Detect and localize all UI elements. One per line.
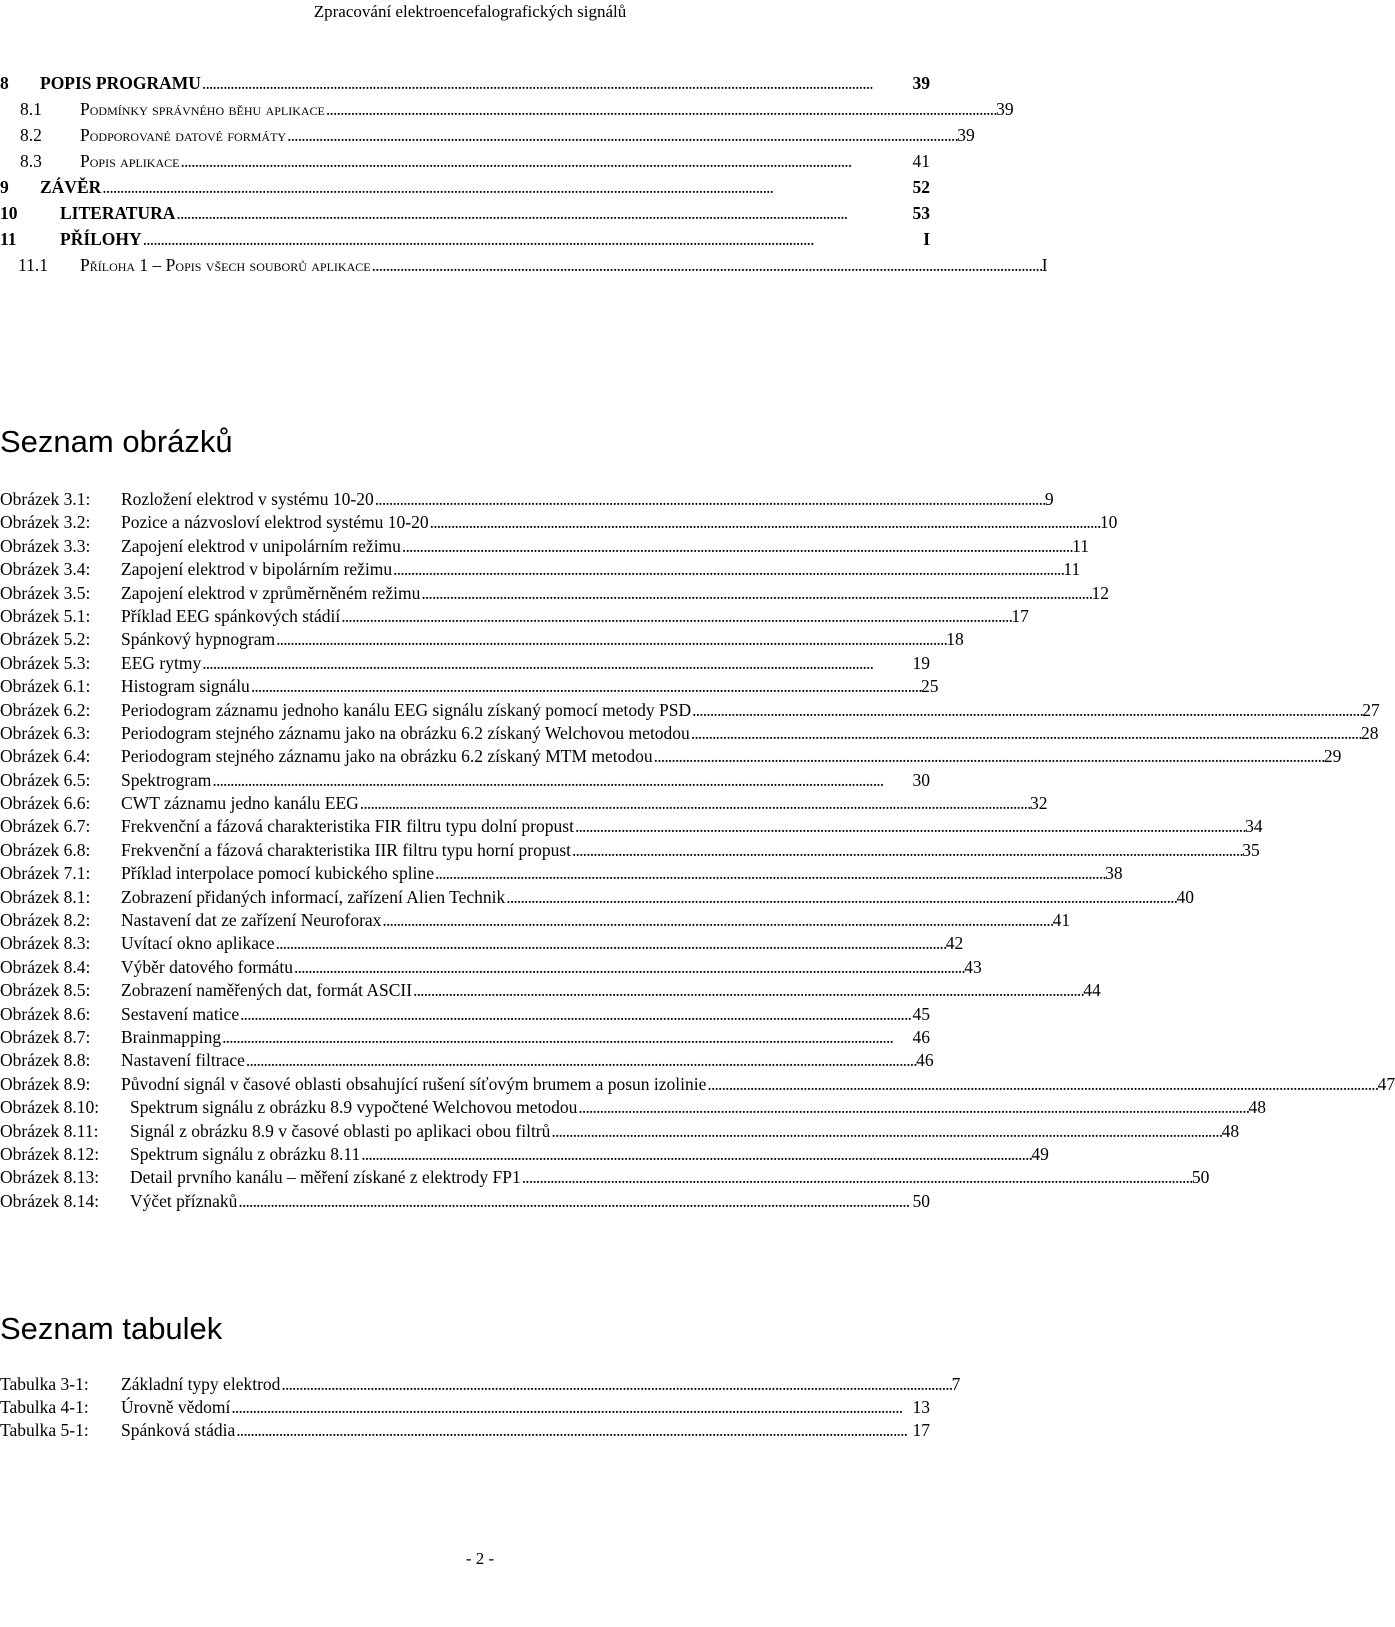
figure-entry[interactable] xyxy=(0,932,964,955)
figure-title: Frekvenční a fázová charakteristika FIR filtru typu dolní propust xyxy=(121,816,574,837)
page-number: - 2 - xyxy=(465,1549,495,1568)
dot-leader xyxy=(413,979,1082,1002)
figure-title: Spektrum signálu z obrázku 8.9 vypočtené Welchovou metodou xyxy=(130,1097,578,1118)
figure-label: Obrázek 6.3: xyxy=(0,722,91,743)
figure-label: Obrázek 8.4: xyxy=(0,956,91,977)
figure-title: Zapojení elektrod v bipolárním režimu xyxy=(121,559,393,580)
figure-entry[interactable] xyxy=(0,511,1118,534)
figure-entry[interactable] xyxy=(0,605,1029,628)
dot-leader xyxy=(326,96,995,122)
figure-entry[interactable] xyxy=(0,1166,1210,1189)
dot-leader xyxy=(341,605,1010,628)
toc-chapter[interactable] xyxy=(0,70,930,96)
dot-leader xyxy=(176,200,911,226)
dot-leader xyxy=(180,148,911,174)
contents-list xyxy=(0,70,1048,278)
dot-leader xyxy=(281,1373,950,1396)
dot-leader xyxy=(251,675,920,698)
page-ref: 12 xyxy=(1091,582,1110,603)
figure-label: Obrázek 6.1: xyxy=(0,676,91,697)
dot-leader xyxy=(202,652,911,675)
figure-entry[interactable] xyxy=(0,1049,934,1072)
figure-title: Periodogram stejného záznamu jako na obrázku 6.2 získaný MTM metodou xyxy=(121,746,653,767)
toc-title: Příloha 1 – Popis všech souborů aplikace xyxy=(80,255,371,275)
figure-entry[interactable] xyxy=(0,1190,930,1213)
table-entry[interactable] xyxy=(0,1373,961,1396)
figure-label: Obrázek 6.2: xyxy=(0,699,91,720)
dot-leader xyxy=(246,1049,915,1072)
toc-section[interactable] xyxy=(0,148,930,174)
toc-title: PŘÍLOHY xyxy=(60,229,142,249)
toc-number: 8 xyxy=(0,73,9,93)
figure-label: Obrázek 8.6: xyxy=(0,1003,91,1024)
page-ref: 10 xyxy=(1099,512,1118,533)
figure-label: Obrázek 6.5: xyxy=(0,769,91,790)
figure-title: Periodogram stejného záznamu jako na obrázku 6.2 získaný Welchovou metodou xyxy=(121,722,690,743)
dot-leader xyxy=(361,1143,1030,1166)
dot-leader xyxy=(654,745,1323,768)
page-ref: 46 xyxy=(916,1050,934,1071)
page-ref: 47 xyxy=(1377,1073,1395,1094)
dot-leader xyxy=(578,1096,1247,1119)
page-ref: 50 xyxy=(1191,1167,1210,1188)
figure-entry[interactable] xyxy=(0,815,1263,838)
figure-entry[interactable] xyxy=(0,699,1380,722)
dot-leader xyxy=(393,558,1062,581)
figure-entry[interactable] xyxy=(0,909,1071,932)
figure-title: Původní signál v časové oblasti obsahující rušení síťovým brumem a posun izolinie xyxy=(121,1073,707,1094)
figure-label: Obrázek 8.3: xyxy=(0,933,91,954)
dot-leader xyxy=(238,1190,911,1213)
figure-title: Výběr datového formátu xyxy=(121,956,294,977)
dot-leader xyxy=(430,511,1099,534)
figures-heading: Seznam obrázků xyxy=(0,424,233,459)
toc-number: 8.1 xyxy=(20,99,42,119)
page-ref: 32 xyxy=(1029,793,1048,814)
figure-label: Obrázek 8.5: xyxy=(0,980,91,1001)
figure-title: Zobrazení přidaných informací, zařízení Alien Technik xyxy=(121,886,506,907)
page-ref: 35 xyxy=(1242,839,1260,860)
page-ref: 41 xyxy=(912,151,930,171)
table-entry[interactable] xyxy=(0,1396,930,1419)
page-ref: 39 xyxy=(912,73,930,93)
dot-leader xyxy=(143,226,923,252)
figure-entry[interactable] xyxy=(0,558,1081,581)
page-ref: I xyxy=(923,229,930,249)
dot-leader xyxy=(276,628,945,651)
figure-title: Spánkový hypnogram xyxy=(121,629,276,650)
figure-label: Obrázek 6.7: xyxy=(0,816,91,837)
dot-leader xyxy=(212,769,911,792)
figure-entry[interactable] xyxy=(0,745,1342,768)
toc-section[interactable] xyxy=(0,96,1014,122)
figure-entry[interactable] xyxy=(0,1003,930,1026)
page-ref: I xyxy=(1041,255,1048,275)
dot-leader xyxy=(236,1419,911,1442)
table-label: Tabulka 5-1: xyxy=(0,1420,89,1440)
toc-chapter[interactable] xyxy=(0,174,930,200)
toc-title: ZÁVĚR xyxy=(40,177,102,197)
page-ref: 44 xyxy=(1083,980,1101,1001)
dot-leader xyxy=(372,252,1041,278)
figure-title: Zapojení elektrod v zprůměrněném režimu xyxy=(121,582,421,603)
figure-title: Pozice a názvosloví elektrod systému 10-20 xyxy=(121,512,429,533)
page-ref: 43 xyxy=(964,956,982,977)
figure-title: Uvítací okno aplikace xyxy=(121,933,275,954)
figure-entry[interactable] xyxy=(0,839,1260,862)
toc-title: Podmínky správného běhu aplikace xyxy=(80,99,325,119)
dot-leader xyxy=(294,956,963,979)
dot-leader xyxy=(287,122,956,148)
figure-title: Spektrogram xyxy=(121,769,212,790)
page-ref: 52 xyxy=(912,177,930,197)
page-ref: 46 xyxy=(912,1026,930,1047)
figure-title: Periodogram záznamu jednoho kanálu EEG signálu získaný pomocí metody PSD xyxy=(121,699,692,720)
dot-leader xyxy=(506,886,1175,909)
figure-title: Brainmapping xyxy=(121,1026,222,1047)
table-title: Základní typy elektrod xyxy=(121,1374,281,1394)
page-ref: 13 xyxy=(912,1397,930,1417)
figure-label: Obrázek 8.8: xyxy=(0,1050,91,1071)
figure-label: Obrázek 3.4: xyxy=(0,559,91,580)
page-ref: 53 xyxy=(912,203,930,223)
toc-chapter[interactable] xyxy=(0,226,930,252)
figure-label: Obrázek 7.1: xyxy=(0,863,91,884)
dot-leader xyxy=(102,174,911,200)
dot-leader xyxy=(575,815,1244,838)
page-ref: 28 xyxy=(1361,722,1379,743)
figure-label: Obrázek 8.14: xyxy=(0,1190,100,1211)
figure-label: Obrázek 8.1: xyxy=(0,886,91,907)
figure-label: Obrázek 5.3: xyxy=(0,652,91,673)
figure-entry[interactable] xyxy=(0,488,1054,511)
page-ref: 48 xyxy=(1248,1097,1267,1118)
figure-entry[interactable] xyxy=(0,1096,1267,1119)
dot-leader xyxy=(202,70,912,96)
figure-label: Obrázek 8.2: xyxy=(0,910,91,931)
dot-leader xyxy=(692,699,1361,722)
page-ref: 30 xyxy=(912,769,930,790)
figure-label: Obrázek 6.6: xyxy=(0,793,91,814)
toc-title: LITERATURA xyxy=(60,203,176,223)
dot-leader xyxy=(522,1166,1191,1189)
dot-leader xyxy=(231,1396,911,1419)
toc-title: Popis aplikace xyxy=(80,151,180,171)
figure-entry[interactable] xyxy=(0,628,964,651)
dot-leader xyxy=(222,1026,911,1049)
figure-label: Obrázek 5.1: xyxy=(0,605,91,626)
toc-title: POPIS PROGRAMU xyxy=(40,73,201,93)
figure-title: Signál z obrázku 8.9 v časové oblasti po aplikaci obou filtrů xyxy=(130,1120,551,1141)
figure-entry[interactable] xyxy=(0,582,1110,605)
figure-label: Obrázek 8.10: xyxy=(0,1097,100,1118)
page-ref: 34 xyxy=(1245,816,1263,837)
toc-number: 11 xyxy=(0,229,17,249)
dot-leader xyxy=(240,1003,911,1026)
figure-entry[interactable] xyxy=(0,675,939,698)
page-ref: 38 xyxy=(1105,863,1123,884)
table-label: Tabulka 4-1: xyxy=(0,1397,89,1417)
figure-label: Obrázek 5.2: xyxy=(0,629,91,650)
dot-leader xyxy=(707,1073,1376,1096)
page-ref: 27 xyxy=(1362,699,1380,720)
table-title: Úrovně vědomí xyxy=(121,1397,231,1417)
page-ref: 19 xyxy=(912,652,930,673)
figure-entry[interactable] xyxy=(0,979,1101,1002)
figure-title: Výčet příznaků xyxy=(130,1190,238,1211)
figure-entry[interactable] xyxy=(0,862,1123,885)
figure-title: CWT záznamu jedno kanálu EEG xyxy=(121,793,359,814)
page-ref: 48 xyxy=(1221,1120,1240,1141)
page-ref: 39 xyxy=(957,125,975,145)
page-ref: 42 xyxy=(945,933,964,954)
page-ref: 11 xyxy=(1072,535,1089,556)
figure-title: Příklad interpolace pomocí kubického spline xyxy=(121,863,434,884)
figure-title: Detail prvního kanálu – měření získané z elektrody FP1 xyxy=(130,1167,521,1188)
figure-title: Nastavení dat ze zařízení Neuroforax xyxy=(121,910,382,931)
tables-heading: Seznam tabulek xyxy=(0,1311,223,1346)
toc-section[interactable] xyxy=(0,252,1048,278)
figure-entry[interactable] xyxy=(0,1120,1240,1143)
tables-list xyxy=(0,1373,961,1442)
figure-label: Obrázek 8.9: xyxy=(0,1073,91,1094)
figure-title: Příklad EEG spánkových stádií xyxy=(121,605,341,626)
toc-chapter[interactable] xyxy=(0,200,930,226)
figure-entry[interactable] xyxy=(0,886,1194,909)
page-ref: 18 xyxy=(946,629,964,650)
figure-title: Sestavení matice xyxy=(121,1003,240,1024)
figure-title: Histogram signálu xyxy=(121,676,250,697)
toc-section[interactable] xyxy=(0,122,975,148)
page-ref: 45 xyxy=(912,1003,930,1024)
dot-leader xyxy=(276,932,945,955)
page-ref: 40 xyxy=(1176,886,1194,907)
figure-title: EEG rytmy xyxy=(121,652,202,673)
dot-leader xyxy=(375,488,1044,511)
page-ref: 7 xyxy=(951,1374,961,1394)
dot-leader xyxy=(382,909,1051,932)
figure-entry[interactable] xyxy=(0,1073,1395,1096)
dot-leader xyxy=(572,839,1241,862)
table-entry[interactable] xyxy=(0,1419,930,1442)
figure-label: Obrázek 3.1: xyxy=(0,489,91,509)
figure-label: Obrázek 8.13: xyxy=(0,1167,100,1188)
figure-entry[interactable] xyxy=(0,722,1379,745)
page-ref: 41 xyxy=(1052,910,1071,931)
figure-entry[interactable] xyxy=(0,769,930,792)
dot-leader xyxy=(360,792,1029,815)
running-header: Zpracování elektroencefalografických signálů xyxy=(313,2,627,21)
dot-leader xyxy=(691,722,1360,745)
page-ref: 49 xyxy=(1031,1143,1049,1164)
figure-title: Zapojení elektrod v unipolárním režimu xyxy=(121,535,401,556)
figure-entry[interactable] xyxy=(0,652,930,675)
toc-number: 9 xyxy=(0,177,9,197)
figure-entry[interactable] xyxy=(0,535,1089,558)
figure-entry[interactable] xyxy=(0,792,1048,815)
dot-leader xyxy=(402,535,1071,558)
figure-label: Obrázek 8.7: xyxy=(0,1026,91,1047)
figure-label: Obrázek 8.11: xyxy=(0,1120,99,1141)
figure-entry[interactable] xyxy=(0,956,982,979)
figure-label: Obrázek 3.5: xyxy=(0,582,91,603)
figure-label: Obrázek 3.2: xyxy=(0,512,91,533)
page-ref: 17 xyxy=(912,1420,930,1440)
toc-number: 10 xyxy=(0,203,18,223)
table-title: Spánková stádia xyxy=(121,1420,236,1440)
figure-entry[interactable] xyxy=(0,1143,1049,1166)
page-ref: 25 xyxy=(921,676,939,697)
table-label: Tabulka 3-1: xyxy=(0,1374,89,1394)
figure-entry[interactable] xyxy=(0,1026,930,1049)
figure-label: Obrázek 8.12: xyxy=(0,1143,100,1164)
toc-number: 8.3 xyxy=(20,151,42,171)
figure-title: Spektrum signálu z obrázku 8.11 xyxy=(130,1143,361,1164)
figure-label: Obrázek 6.4: xyxy=(0,746,91,767)
page-ref: 50 xyxy=(912,1190,930,1211)
figure-label: Obrázek 6.8: xyxy=(0,839,91,860)
figure-title: Frekvenční a fázová charakteristika IIR filtru typu horní propust xyxy=(121,839,571,860)
page-ref: 9 xyxy=(1044,489,1054,509)
toc-title: Podporované datové formáty xyxy=(80,125,287,145)
figure-title: Rozložení elektrod v systému 10-20 xyxy=(121,489,374,509)
page-ref: 17 xyxy=(1011,605,1029,626)
page-ref: 29 xyxy=(1323,746,1342,767)
toc-number: 11.1 xyxy=(18,255,48,275)
figures-list xyxy=(0,488,1395,1213)
page-ref: 39 xyxy=(996,99,1014,119)
figure-label: Obrázek 3.3: xyxy=(0,535,91,556)
page-ref: 11 xyxy=(1063,559,1081,580)
figure-title: Zobrazení naměřených dat, formát ASCII xyxy=(121,980,413,1001)
toc-number: 8.2 xyxy=(20,125,42,145)
dot-leader xyxy=(435,862,1104,885)
dot-leader xyxy=(551,1120,1220,1143)
figure-title: Nastavení filtrace xyxy=(121,1050,245,1071)
dot-leader xyxy=(421,582,1090,605)
